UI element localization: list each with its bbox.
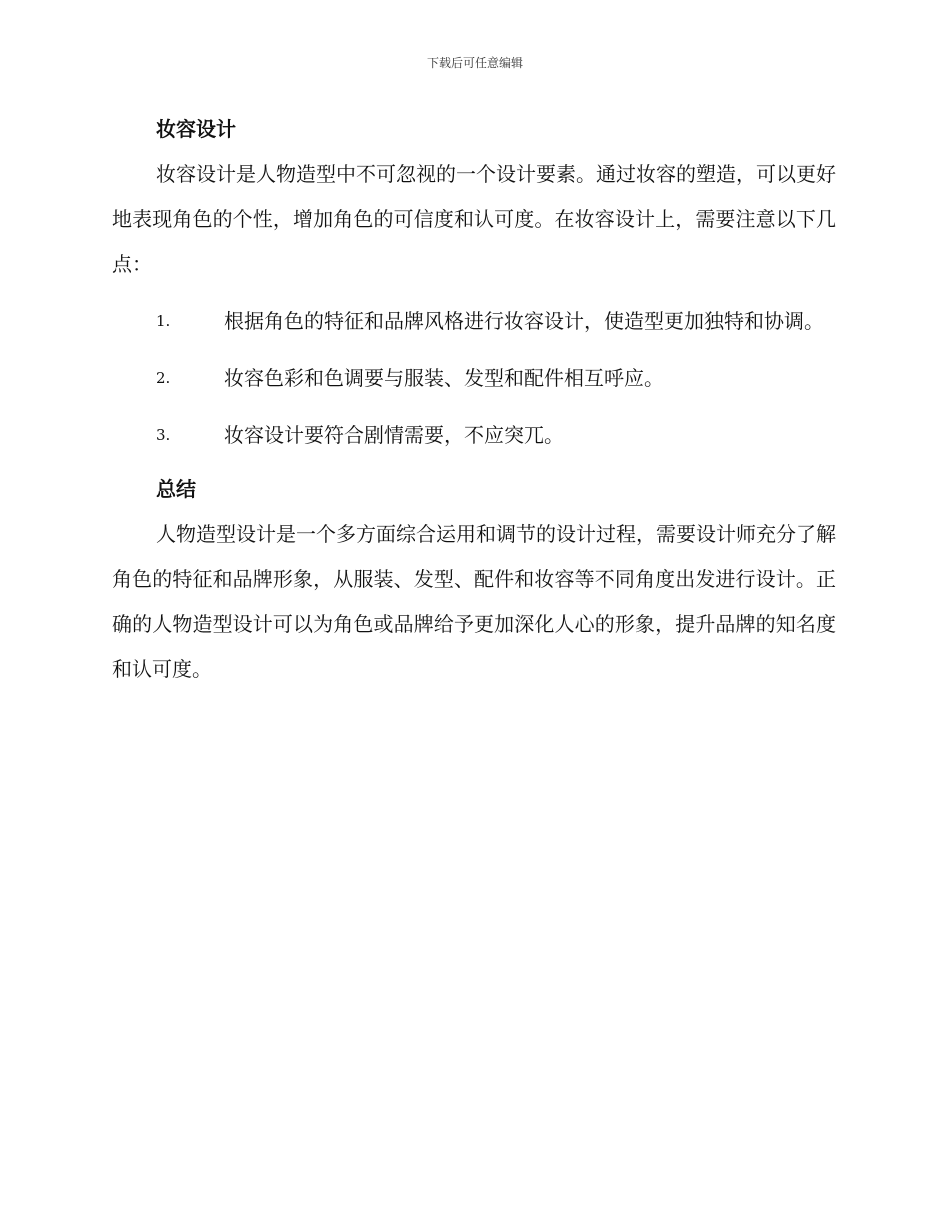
section-heading-summary: 总结 <box>156 477 196 501</box>
list-number: 2. <box>156 369 171 387</box>
makeup-intro-paragraph: 妆容设计是人物造型中不可忽视的一个设计要素。通过妆容的塑造，可以更好地表现角色的个性，增加角色的可信度和认可度。在妆容设计上，需要注意以下几点： <box>112 162 836 276</box>
list-item <box>112 356 836 401</box>
list-item <box>112 299 836 344</box>
summary-paragraph: 人物造型设计是一个多方面综合运用和调节的设计过程，需要设计师充分了解角色的特征和品牌形象，从服装、发型、配件和妆容等不同角度出发进行设计。正确的人物造型设计可以为角色或品牌给予更加深化人心的形象，提升品牌的知名度和认可度。 <box>112 522 836 681</box>
page-header-note: 下载后可任意编辑 <box>426 56 523 70</box>
list-item-text: 根据角色的特征和品牌风格进行妆容设计，使造型更加独特和协调。 <box>224 309 824 333</box>
list-item-text: 妆容设计要符合剧情需要，不应突兀。 <box>224 423 564 447</box>
section-heading-makeup: 妆容设计 <box>156 117 236 141</box>
list-item <box>112 413 836 458</box>
list-number: 3. <box>156 426 171 444</box>
list-item-text: 妆容色彩和色调要与服装、发型和配件相互呼应。 <box>224 366 664 390</box>
list-number: 1. <box>156 312 171 330</box>
document-body <box>112 106 836 692</box>
